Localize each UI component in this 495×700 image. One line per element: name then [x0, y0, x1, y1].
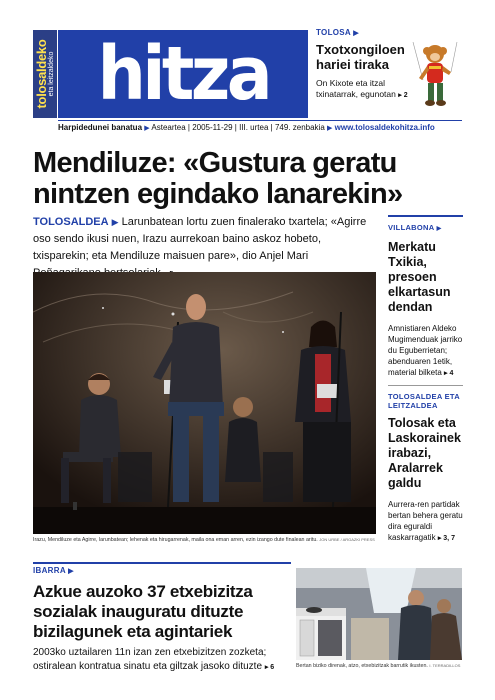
brief-summary: Amnistiaren Aldeko Mugimenduak jarriko du Eguberrietan; abenduaren 1etik, material bilketa ▸ 4: [388, 324, 463, 377]
teaser-kicker: TOLOSA ▶: [316, 28, 359, 37]
teaser-headline[interactable]: Txotxongiloen hariei tiraka: [316, 42, 405, 72]
right-column: [388, 215, 463, 544]
masthead-title: hitza: [97, 31, 269, 117]
brief-kicker: VILLABONA ▶: [388, 223, 442, 232]
teaser-summary: On Kixote eta itzal txinatarrak, egunotan ▸ 2: [316, 78, 408, 99]
brief-headline[interactable]: Merkatu Txikia, presoen elkartasun dendan: [388, 240, 451, 314]
kitchen-photo: [296, 568, 462, 660]
brief-headline[interactable]: Tolosak eta Laskorainek irabazi, Aralarrek galdu: [388, 416, 461, 490]
main-lead: TOLOSALDEA ▶ Larunbatean lortu zuen finalerako txartela; «Agirre oso sendo ikusi nuen, Irazu aurrekoan baino askoz hobeto, txisparekin; eta Mendiluze maisuen pare», dio Anjel Mari: [33, 216, 367, 262]
main-headline[interactable]: Mendiluze: «Gustura geratu nintzen egindako lanarekin»: [33, 147, 403, 210]
side-logo-sub: eta leitzaldeko: [48, 51, 55, 97]
puppet-monkey-illustration: [407, 42, 462, 112]
main-kicker: TOLOSALDEA: [33, 216, 109, 228]
brief-kicker: TOLOSALDEA ETA LEITZALDEA: [388, 392, 460, 410]
main-photo-caption: Irazu, Mendiluze eta Agirre, larunbatean; lehenak eta hirugarrenak, maila ona eman arren, ezin izango dute finalean aritu. JON URBE / ARGAZKI PRESS: [33, 537, 375, 543]
issue-date: 2005-11-29: [192, 123, 233, 132]
brief-villabona[interactable]: [388, 223, 463, 379]
subscribers-label: Harpidedunei banatua: [58, 123, 143, 132]
section-rule: [33, 562, 291, 564]
bottom-lead: 2003ko uztailaren 11n izan zen etxebizitzen zozketa; ostiralean kontratua sinatu eta giltzak jasoko dituzte ▸ 6: [33, 647, 275, 672]
issue-number: 749. zenbakia: [274, 123, 325, 132]
side-logo: [33, 30, 57, 118]
brief-summary: Aurrera-ren partidak bertan behera geratu dira eguraldi kaskarragatik ▸ 3, 7: [388, 500, 463, 542]
masthead-logo[interactable]: [58, 30, 308, 118]
website-link[interactable]: www.tolosaldekohitza.info: [334, 123, 435, 132]
side-logo-main: tolosaldeko: [34, 39, 49, 109]
info-bar: Harpidedunei banatua ▶ Asteartea | 2005-11-29 | III. urtea | 749. zenbakia ▶ www.tolosaldekohitza.info: [58, 120, 462, 135]
bottom-kicker: IBARRA ▶: [33, 566, 74, 575]
issue-year: III. urtea: [239, 123, 269, 132]
bottom-headline[interactable]: Azkue auzoko 37 etxebizitza sozialak inauguratu dituzte bizilagunek eta agintariek: [33, 582, 253, 641]
bertsolari-stage-photo: [33, 272, 376, 534]
brief-tolosaldea[interactable]: [388, 392, 463, 544]
issue-day: Asteartea: [151, 123, 186, 132]
kitchen-photo-caption: Bertan biziko direnak, atzo, etxebizitzak barrutik ikusten. I. TERRADILLOS: [296, 663, 461, 669]
